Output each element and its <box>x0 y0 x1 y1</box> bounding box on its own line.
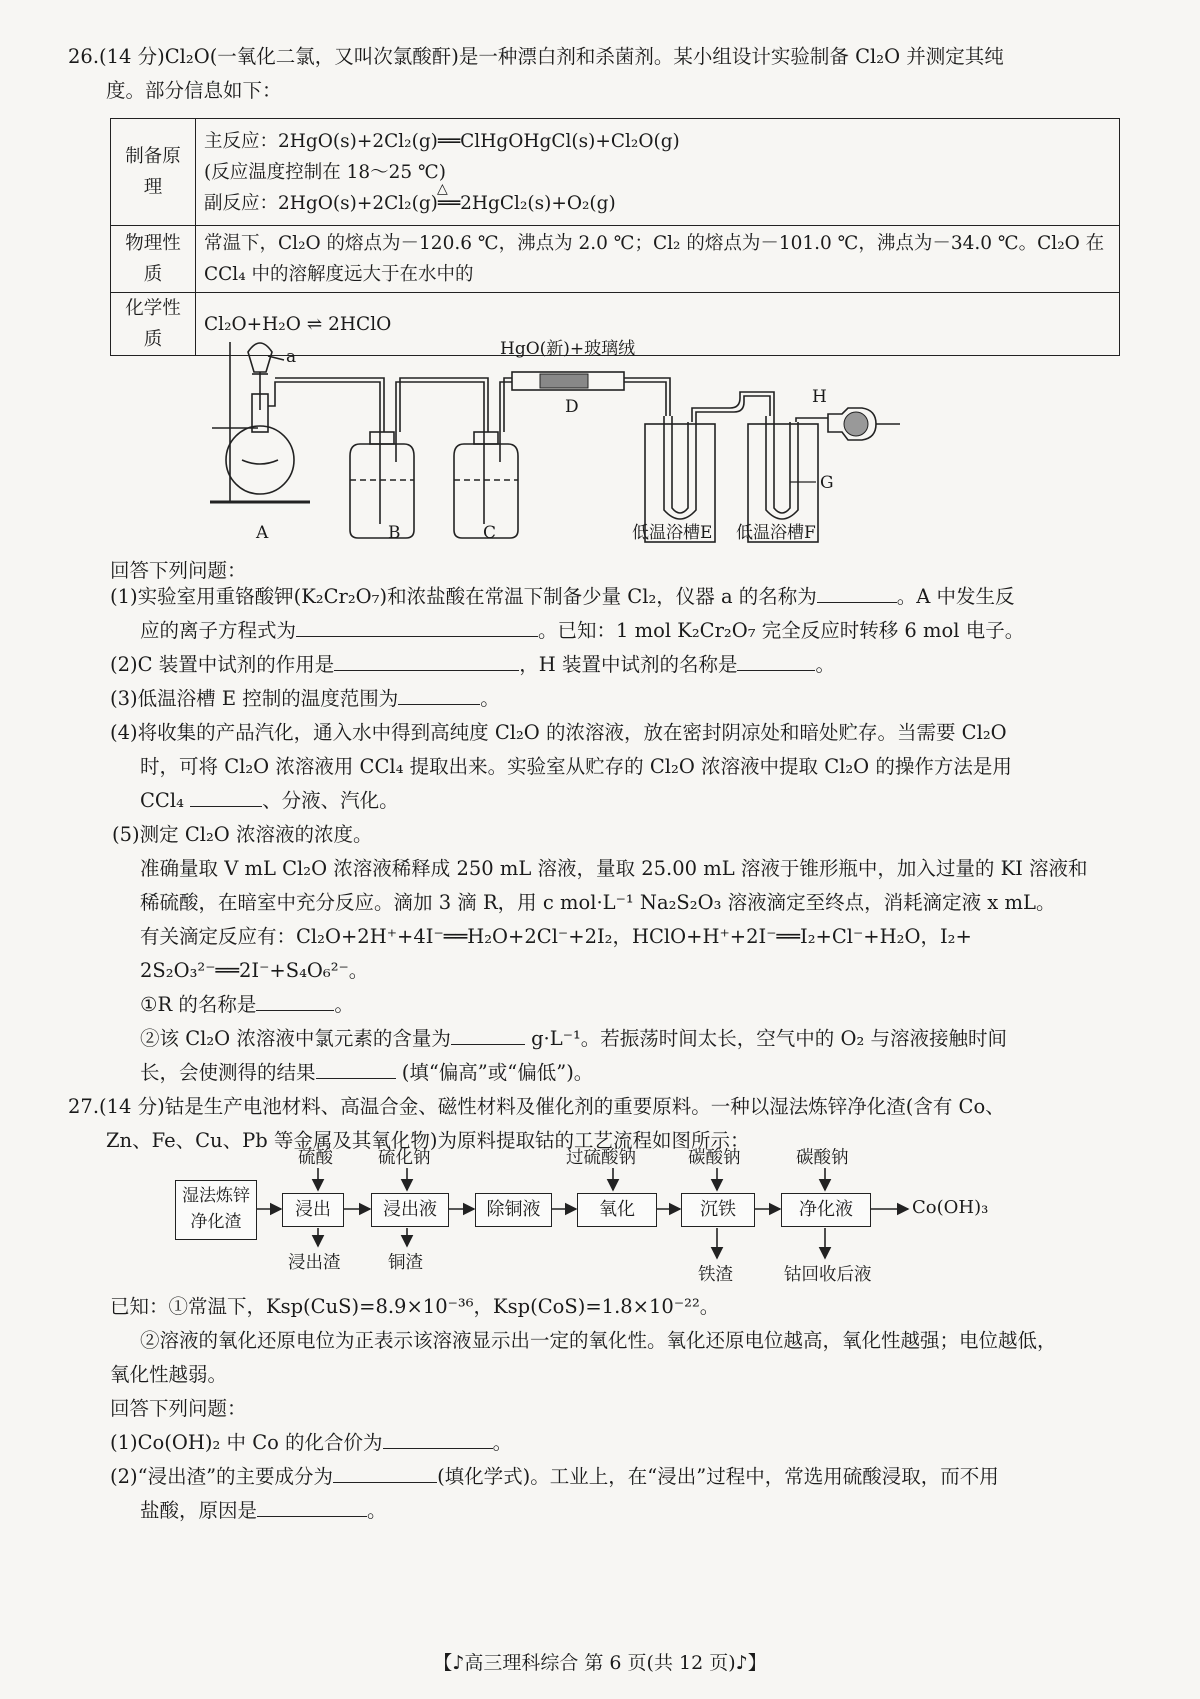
q26-part5: (5)测定 Cl₂O 浓溶液的浓度。 <box>112 823 373 846</box>
main-reaction: 主反应：2HgO(s)+2Cl₂(g)══ClHgOHgCl(s)+Cl₂O(g) <box>204 130 680 152</box>
physical-props-line1: 常温下，Cl₂O 的熔点为－120.6 ℃，沸点为 2.0 ℃；Cl₂ 的熔点为－101.0 ℃，沸点为－34.0 ℃。Cl₂O 在 <box>204 233 1105 254</box>
heat-symbol: △ <box>437 180 448 197</box>
q26-p4-ccl4: CCl₄ <box>140 789 184 812</box>
label-a: a <box>286 347 297 367</box>
q26-p1-line2-tail: 。已知：1 mol K₂Cr₂O₇ 完全反应时转移 6 mol 电子。 <box>538 619 1025 642</box>
side-reaction: 副反应：2HgO(s)+2Cl₂(g)══2HgCl₂(s)+O₂(g) <box>204 192 616 214</box>
q26-p5-q1-text: ①R 的名称是 <box>140 993 257 1016</box>
q27-p1-end: 。 <box>492 1431 513 1454</box>
label-C: C <box>483 523 497 543</box>
page-footer: 【♪高三理科综合 第 6 页(共 12 页)♪】 <box>433 1652 767 1674</box>
q26-p2-end: 。 <box>815 653 835 676</box>
flow-output-cobalt-filtrate: 钴回收后液 <box>784 1265 872 1285</box>
label-B: B <box>388 523 401 543</box>
flow-product: Co(OH)₃ <box>912 1197 989 1218</box>
flow-start-line1: 湿法炼锌 <box>182 1186 250 1206</box>
q27-part1 <box>110 1428 512 1458</box>
q26-p5-q2d-text: (填“偏高”或“偏低”)。 <box>401 1061 594 1084</box>
chemical-props: Cl₂O+H₂O ⇌ 2HClO <box>196 293 1120 356</box>
label-A: A <box>256 523 269 543</box>
blank-co-valence[interactable] <box>383 1430 493 1449</box>
flow-input-sodium-sulfide: 硫化钠 <box>378 1148 431 1168</box>
q26-p1-text: (1)实验室用重铬酸钾(K₂Cr₂O₇)和浓盐酸在常温下制备少量 Cl₂，仪器 a 的名称为 <box>110 585 817 608</box>
flow-input-carbonate-1: 碳酸钠 <box>688 1148 741 1168</box>
q26-p4-tail: 、分液、汽化。 <box>262 789 399 812</box>
table-header-physical: 物理性质 <box>111 226 196 293</box>
q26-answer-intro: 回答下列问题： <box>110 559 247 582</box>
label-D: D <box>565 397 579 417</box>
blank-reason[interactable] <box>257 1498 367 1517</box>
q26-part5-line3: 有关滴定反应有：Cl₂O+2H⁺+4I⁻══H₂O+2Cl⁻+2I₂，HClO+H⁺+2I⁻══I₂+Cl⁻+H₂O，I₂+ <box>140 925 972 948</box>
q26-intro-line2: 度。部分信息如下： <box>106 79 282 102</box>
q26-part4-line2: 时，可将 Cl₂O 浓溶液用 CCl₄ 提取出来。实验室从贮存的 Cl₂O 浓溶液中提取 Cl₂O 的操作方法是用 <box>140 755 1012 778</box>
q26-p1-line2-text: 应的离子方程式为 <box>140 619 297 642</box>
q27-known-2-line2: 氧化性越弱。 <box>110 1363 228 1386</box>
table-header-preparation: 制备原理 <box>111 119 196 226</box>
physical-props-line2: CCl₄ 中的溶解度远大于在水中的 <box>204 264 474 285</box>
flow-purified-box: 净化液 <box>781 1193 871 1227</box>
label-G: G <box>820 473 834 493</box>
q27-p2-tail: (填化学式)。工业上，在“浸出”过程中，常选用硫酸浸取，而不用 <box>437 1465 999 1488</box>
flow-oxidation-box: 氧化 <box>577 1193 657 1227</box>
q27-part2-line2 <box>140 1496 387 1526</box>
q27-intro-line1: 27.(14 分)钴是生产电池材料、高温合金、磁性材料及催化剂的重要原料。一种以湿法炼锌净化渣(含有 Co、 <box>68 1095 1005 1118</box>
q26-part5-line4: 2S₂O₃²⁻══2I⁻+S₄O₆²⁻。 <box>140 959 369 982</box>
q26-p1-tail: 。A 中发生反 <box>896 585 1015 608</box>
q26-p5-q2-text: ②该 Cl₂O 浓溶液中氯元素的含量为 <box>140 1027 451 1050</box>
q26-part5-line1: 准确量取 V mL Cl₂O 浓溶液稀释成 250 mL 溶液，量取 25.00 mL 溶液于锥形瓶中，加入过量的 KI 溶液和 <box>140 857 1088 880</box>
flow-input-carbonate-2: 碳酸钠 <box>796 1148 849 1168</box>
flow-output-iron-residue: 铁渣 <box>698 1265 733 1285</box>
flow-start-line2: 净化渣 <box>190 1212 242 1232</box>
q27-p2-line2-end: 。 <box>367 1499 387 1522</box>
blank-residue-formula[interactable] <box>333 1464 437 1483</box>
q27-known-1: 已知：①常温下，Ksp(CuS)=8.9×10⁻³⁶，Ksp(CoS)=1.8×10⁻²²。 <box>110 1295 720 1318</box>
q26-part4-line1: (4)将收集的产品汽化，通入水中得到高纯度 Cl₂O 的浓溶液，放在密封阴凉处和暗处贮存。当需要 Cl₂O <box>110 721 1007 744</box>
table-header-chemical: 化学性质 <box>111 293 196 356</box>
flow-output-leach-residue: 浸出渣 <box>288 1253 341 1273</box>
q26-p3-end: 。 <box>480 687 500 710</box>
flow-iron-precip-box: 沉铁 <box>681 1193 755 1227</box>
q26-p2-text: (2)C 装置中试剂的作用是 <box>110 653 335 676</box>
label-bath-e: 低温浴槽E <box>632 523 713 543</box>
flow-start-box <box>175 1180 257 1240</box>
q27-answer-intro: 回答下列问题： <box>110 1397 247 1420</box>
q26-p3-text: (3)低温浴槽 E 控制的温度范围为 <box>110 687 399 710</box>
q26-intro-line1: 26.(14 分)Cl₂O(一氧化二氯，又叫次氯酸酐)是一种漂白剂和杀菌剂。某小组设计实验制备 Cl₂O 并测定其纯 <box>68 45 1004 68</box>
q27-intro-line2: Zn、Fe、Cu、Pb 等金属及其氧化物)为原料提取钴的工艺流程如图所示： <box>106 1129 750 1152</box>
q26-part5-line2: 稀硫酸，在暗室中充分反应。滴加 3 滴 R，用 c mol·L⁻¹ Na₂S₂O₃ 溶液滴定至终点，消耗滴定液 x mL。 <box>140 891 1056 914</box>
label-bath-f: 低温浴槽F <box>736 523 816 543</box>
flow-input-persulfate: 过硫酸钠 <box>566 1148 636 1168</box>
tube-d-label: HgO(新)+玻璃绒 <box>500 339 636 359</box>
label-H: H <box>812 387 827 407</box>
q26-p2-mid: ，H 装置中试剂的名称是 <box>519 653 738 676</box>
q27-p2-line2-text: 盐酸，原因是 <box>140 1499 258 1522</box>
q27-part2-line1 <box>110 1462 999 1492</box>
q27-p1-text: (1)Co(OH)₂ 中 Co 的化合价为 <box>110 1431 383 1454</box>
flow-leach-box: 浸出 <box>282 1193 344 1227</box>
q26-p5-q2c-text: 长，会使测得的结果 <box>140 1061 316 1084</box>
q27-p2-text: (2)“浸出渣”的主要成分为 <box>110 1465 334 1488</box>
flow-input-sulfuric-acid: 硫酸 <box>298 1148 333 1168</box>
q26-p5-q1-end: 。 <box>334 993 354 1016</box>
flow-decopper-box: 除铜液 <box>475 1193 552 1227</box>
flow-leachate-box: 浸出液 <box>371 1193 449 1227</box>
flow-output-copper-residue: 铜渣 <box>388 1253 423 1273</box>
temperature-note: (反应温度控制在 18～25 ℃) <box>204 161 446 183</box>
q26-p5-q2-tail: g·L⁻¹。若振荡时间太长，空气中的 O₂ 与溶液接触时间 <box>531 1027 1008 1050</box>
q27-known-2-line1: ②溶液的氧化还原电位为正表示该溶液显示出一定的氧化性。氧化还原电位越高，氧化性越强；电位越低， <box>140 1329 1057 1352</box>
